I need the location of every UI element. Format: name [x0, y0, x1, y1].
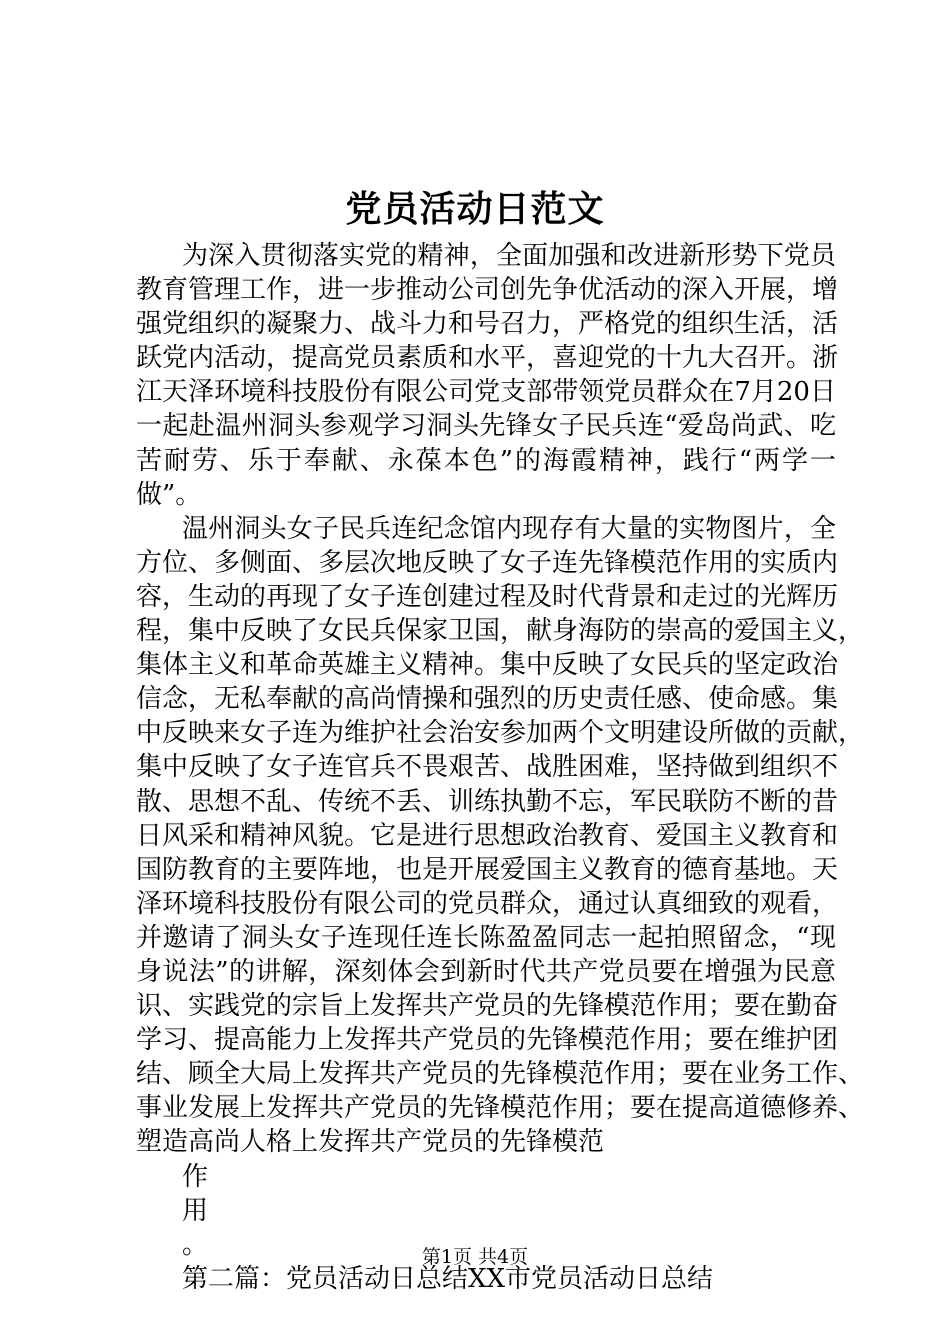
text-line: 集体主义和革命英雄主义精神。集中反映了女民兵的坚定政治: [136, 650, 839, 681]
text-line: 集中反映了女子连官兵不畏艰苦、战胜困难，坚持做到组织不: [136, 752, 839, 783]
text-line: 事业发展上发挥共产党员的先锋模范作用；要在提高道德修养、: [136, 1093, 865, 1124]
text-line: 散、思想不乱、传统不丢、训练执勤不忘，军民联防不断的昔: [136, 786, 839, 817]
section-heading-text: 第二篇：党员活动日总结XX市党员活动日总结: [182, 1263, 714, 1294]
stacked-char: 。: [182, 1229, 209, 1260]
text-line: 江天泽环境科技股份有限公司党支部带领党员群众在7月20日: [136, 377, 836, 408]
text-line: 做”。: [136, 479, 202, 510]
text-line: 国防教育的主要阵地，也是开展爱国主义教育的德育基地。天: [136, 854, 839, 885]
text-line: 教育管理工作，进一步推动公司创先争优活动的深入开展，增: [136, 275, 839, 306]
text-line: 中反映来女子连为维护社会治安参加两个文明建设所做的贡献，: [136, 718, 865, 749]
text-line: 一起赴温州洞头参观学习洞头先锋女子民兵连“爱岛尚武、吃: [136, 411, 836, 442]
text-line: 苦耐劳、乐于奉献、永葆本色”的海霞精神，践行“两学一: [136, 445, 836, 476]
page-title: 党员活动日范文: [345, 188, 605, 230]
text-line: 识、实践党的宗旨上发挥共产党员的先锋模范作用；要在勤奋: [136, 991, 839, 1022]
paragraph-1: [136, 239, 839, 512]
text-line: 并邀请了洞头女子连现任连长陈盈盈同志一起拍照留念，“现: [136, 922, 836, 953]
text-line: 跃党内活动，提高党员素质和水平，喜迎党的十九大召开。浙: [136, 343, 839, 374]
text-line: 日风采和精神风貌。它是进行思想政治教育、爱国主义教育和: [136, 820, 839, 851]
text-line: 强党组织的凝聚力、战斗力和号召力，严格党的组织生活，活: [136, 309, 839, 340]
stacked-char: 作: [182, 1161, 209, 1192]
text-line: 学习、提高能力上发挥共产党员的先锋模范作用；要在维护团: [136, 1025, 839, 1056]
text-line: 容，生动的再现了女子连创建过程及时代背景和走过的光辉历: [136, 581, 839, 612]
text-line: 塑造高尚人格上发挥共产党员的先锋模范: [136, 1127, 605, 1158]
text-line: 程，集中反映了女民兵保家卫国，献身海防的崇高的爱国主义，: [136, 616, 865, 647]
text-line: 信念，无私奉献的高尚情操和强烈的历史责任感、使命感。集: [136, 684, 839, 715]
text-line: 方位、多侧面、多层次地反映了女子连先锋模范作用的实质内: [136, 547, 839, 578]
text-line: 温州洞头女子民兵连纪念馆内现存有大量的实物图片，全: [182, 513, 836, 544]
paragraph-2: [136, 512, 865, 1160]
text-line: 身说法”的讲解，深刻体会到新时代共产党员要在增强为民意: [136, 956, 836, 987]
stacked-char: 用: [182, 1195, 209, 1226]
text-line: 为深入贯彻落实党的精神，全面加强和改进新形势下党员: [182, 241, 836, 271]
page-footer: 第1页 共4页: [421, 1246, 529, 1268]
text-line: 泽环境科技股份有限公司的党员群众，通过认真细致的观看，: [136, 888, 839, 919]
document-body: [136, 239, 865, 1296]
text-line: 结、顾全大局上发挥共产党员的先锋模范作用；要在业务工作、: [136, 1059, 865, 1090]
